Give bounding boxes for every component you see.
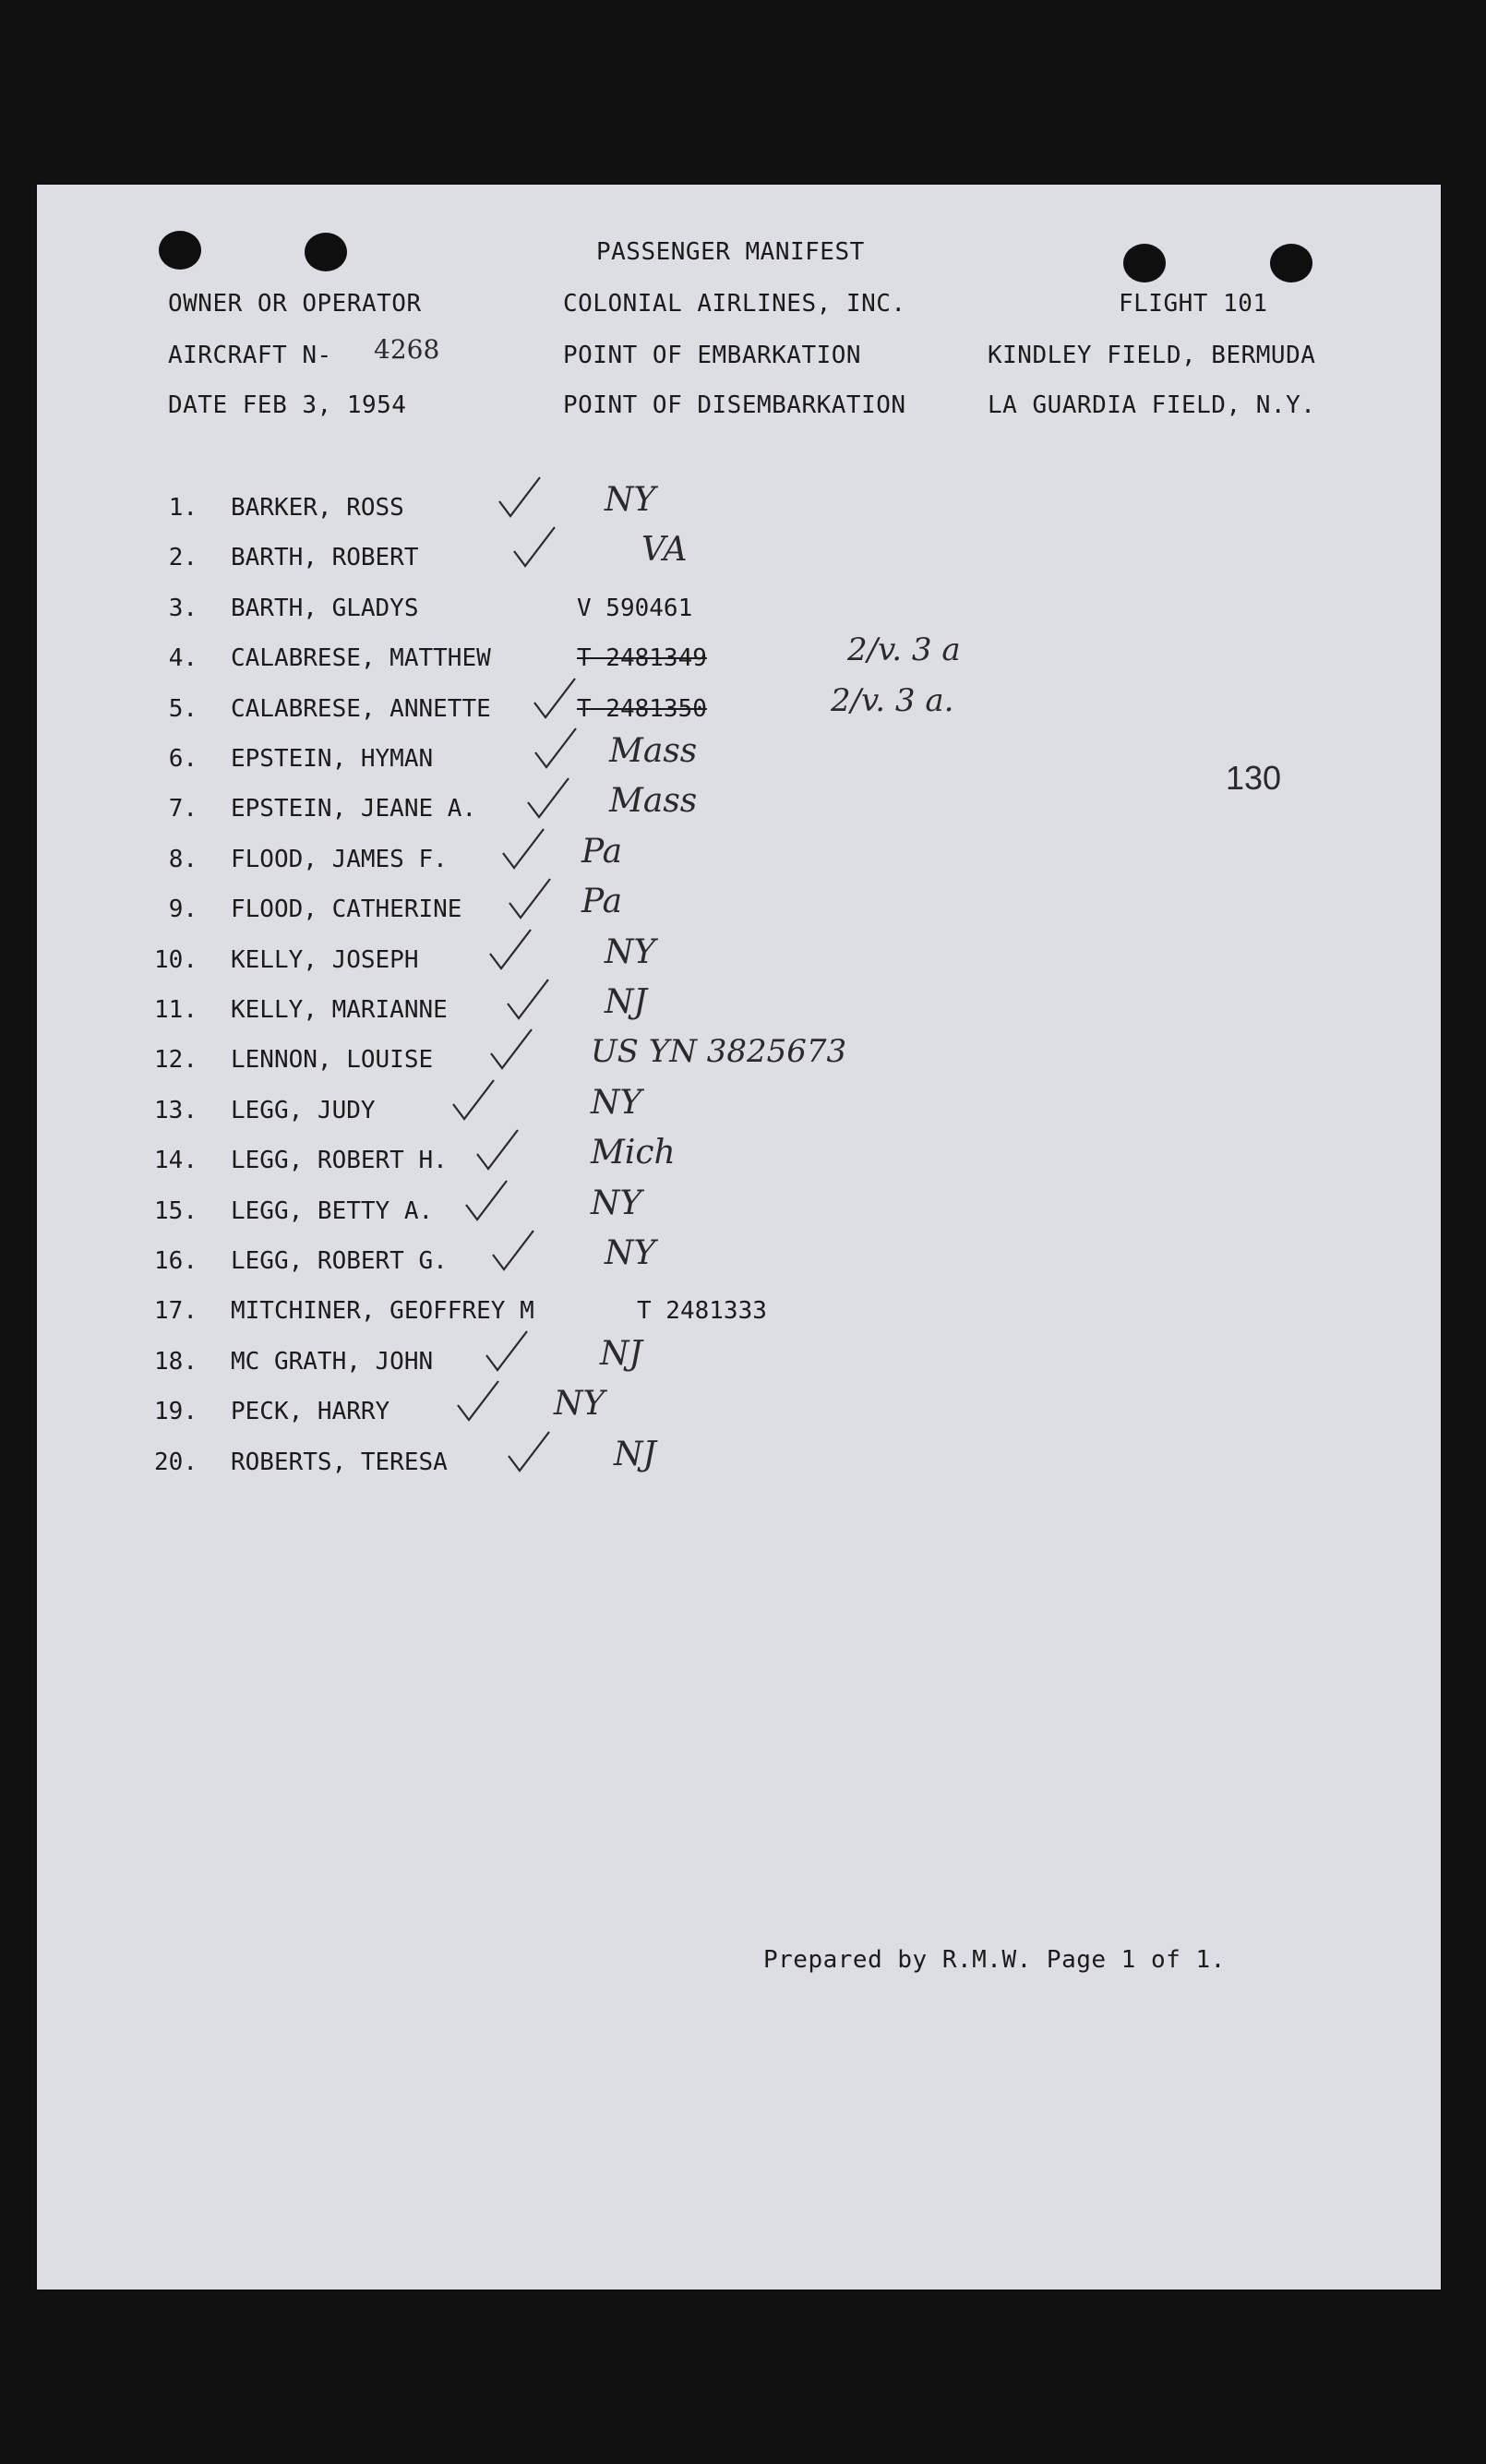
passenger-name: PECK, HARRY xyxy=(231,1398,390,1426)
handwritten-note: 2/v. 3 a. xyxy=(831,681,954,719)
flight-number: FLIGHT 101 xyxy=(1119,290,1268,318)
checkmark-icon xyxy=(505,1428,553,1476)
date-label: DATE FEB 3, 1954 xyxy=(168,391,407,419)
passenger-number: 11. xyxy=(154,996,198,1024)
checkmark-icon xyxy=(524,775,572,823)
passenger-name: MC GRATH, JOHN xyxy=(231,1347,434,1376)
checkmark-icon xyxy=(486,926,534,974)
handwritten-note: Mass xyxy=(609,782,698,821)
punch-hole-left-1 xyxy=(159,231,201,270)
handwritten-note: NY xyxy=(591,1184,642,1222)
passenger-number: 18. xyxy=(154,1347,198,1376)
passenger-name: LEGG, BETTY A. xyxy=(231,1196,434,1225)
passenger-number: 17. xyxy=(154,1297,198,1326)
passenger-number: 5. xyxy=(168,694,198,723)
passenger-number: 7. xyxy=(168,795,198,823)
handwritten-note: NY xyxy=(591,1083,642,1122)
passenger-number: 15. xyxy=(154,1196,198,1225)
handwritten-note: Mich xyxy=(591,1134,676,1172)
manifest-title: PASSENGER MANIFEST xyxy=(596,238,865,266)
punch-hole-right-1 xyxy=(1123,244,1166,282)
disembarkation-label: POINT OF DISEMBARKATION xyxy=(563,391,906,419)
checkmark-icon xyxy=(531,675,579,723)
passenger-name: KELLY, MARIANNE xyxy=(231,996,448,1024)
passenger-name: LEGG, ROBERT H. xyxy=(231,1147,448,1175)
passenger-name: FLOOD, JAMES F. xyxy=(231,845,448,873)
handwritten-note: Mass xyxy=(609,732,698,770)
punch-hole-right-2 xyxy=(1270,244,1312,282)
passenger-name: EPSTEIN, JEANE A. xyxy=(231,795,477,823)
owner-value: COLONIAL AIRLINES, INC. xyxy=(563,290,906,318)
passenger-document-number: T 2481333 xyxy=(637,1297,767,1326)
passenger-name: MITCHINER, GEOFFREY M xyxy=(231,1297,534,1326)
checkmark-icon xyxy=(506,875,554,923)
footer-prepared-by: Prepared by R.M.W. Page 1 of 1. xyxy=(763,1946,1226,1974)
passenger-name: BARTH, ROBERT xyxy=(231,544,419,572)
passenger-number: 9. xyxy=(168,895,198,924)
passenger-name: BARTH, GLADYS xyxy=(231,594,419,622)
checkmark-icon xyxy=(449,1076,497,1124)
handwritten-note: Pa xyxy=(581,883,623,921)
handwritten-note: NJ xyxy=(600,1334,642,1373)
passenger-name: BARKER, ROSS xyxy=(231,494,404,522)
handwritten-note: NY xyxy=(554,1385,605,1424)
checkmark-icon xyxy=(532,725,580,773)
handwritten-note: NY xyxy=(605,1234,656,1272)
passenger-number: 13. xyxy=(154,1096,198,1124)
margin-number: 130 xyxy=(1226,759,1282,797)
disembarkation-value: LA GUARDIA FIELD, N.Y. xyxy=(988,391,1316,419)
checkmark-icon xyxy=(454,1377,502,1425)
handwritten-note: Pa xyxy=(581,832,623,871)
handwritten-note: 2/v. 3 a xyxy=(847,631,961,669)
handwritten-note: VA xyxy=(641,531,688,570)
passenger-number: 19. xyxy=(154,1398,198,1426)
passenger-number: 4. xyxy=(168,644,198,673)
checkmark-icon xyxy=(483,1328,531,1376)
handwritten-note: NJ xyxy=(605,983,647,1021)
aircraft-value: 4268 xyxy=(374,334,440,365)
embarkation-value: KINDLEY FIELD, BERMUDA xyxy=(988,342,1316,369)
passenger-name: LEGG, JUDY xyxy=(231,1096,376,1124)
passenger-name: CALABRESE, MATTHEW xyxy=(231,644,491,673)
checkmark-icon xyxy=(499,825,547,873)
passenger-number: 10. xyxy=(154,945,198,974)
passenger-number: 20. xyxy=(154,1448,198,1476)
checkmark-icon xyxy=(496,474,544,522)
checkmark-icon xyxy=(504,976,552,1024)
checkmark-icon xyxy=(487,1026,535,1074)
handwritten-note: NY xyxy=(605,932,656,971)
passenger-name: EPSTEIN, HYMAN xyxy=(231,745,434,773)
passenger-name: KELLY, JOSEPH xyxy=(231,945,419,974)
passenger-number: 1. xyxy=(168,494,198,522)
owner-label: OWNER OR OPERATOR xyxy=(168,290,422,318)
passenger-number: 6. xyxy=(168,745,198,773)
manifest-page xyxy=(37,185,1441,2290)
handwritten-note: NY xyxy=(605,481,656,519)
handwritten-note: US YN 3825673 xyxy=(591,1033,847,1071)
passenger-document-number: T 2481350 xyxy=(577,694,707,723)
passenger-number: 14. xyxy=(154,1147,198,1175)
punch-hole-left-2 xyxy=(305,233,347,271)
aircraft-label: AIRCRAFT N- xyxy=(168,342,332,369)
handwritten-note: NJ xyxy=(614,1435,656,1473)
checkmark-icon xyxy=(489,1227,537,1275)
passenger-number: 12. xyxy=(154,1046,198,1075)
passenger-name: CALABRESE, ANNETTE xyxy=(231,694,491,723)
checkmark-icon xyxy=(473,1126,521,1174)
passenger-number: 16. xyxy=(154,1247,198,1275)
passenger-number: 8. xyxy=(168,845,198,873)
passenger-name: FLOOD, CATHERINE xyxy=(231,895,462,924)
passenger-name: LENNON, LOUISE xyxy=(231,1046,434,1075)
passenger-name: ROBERTS, TERESA xyxy=(231,1448,448,1476)
passenger-document-number: V 590461 xyxy=(577,594,693,622)
checkmark-icon xyxy=(462,1177,510,1225)
passenger-document-number: T 2481349 xyxy=(577,644,707,673)
checkmark-icon xyxy=(510,523,558,571)
passenger-number: 2. xyxy=(168,544,198,572)
embarkation-label: POINT OF EMBARKATION xyxy=(563,342,862,369)
passenger-name: LEGG, ROBERT G. xyxy=(231,1247,448,1275)
passenger-number: 3. xyxy=(168,594,198,622)
